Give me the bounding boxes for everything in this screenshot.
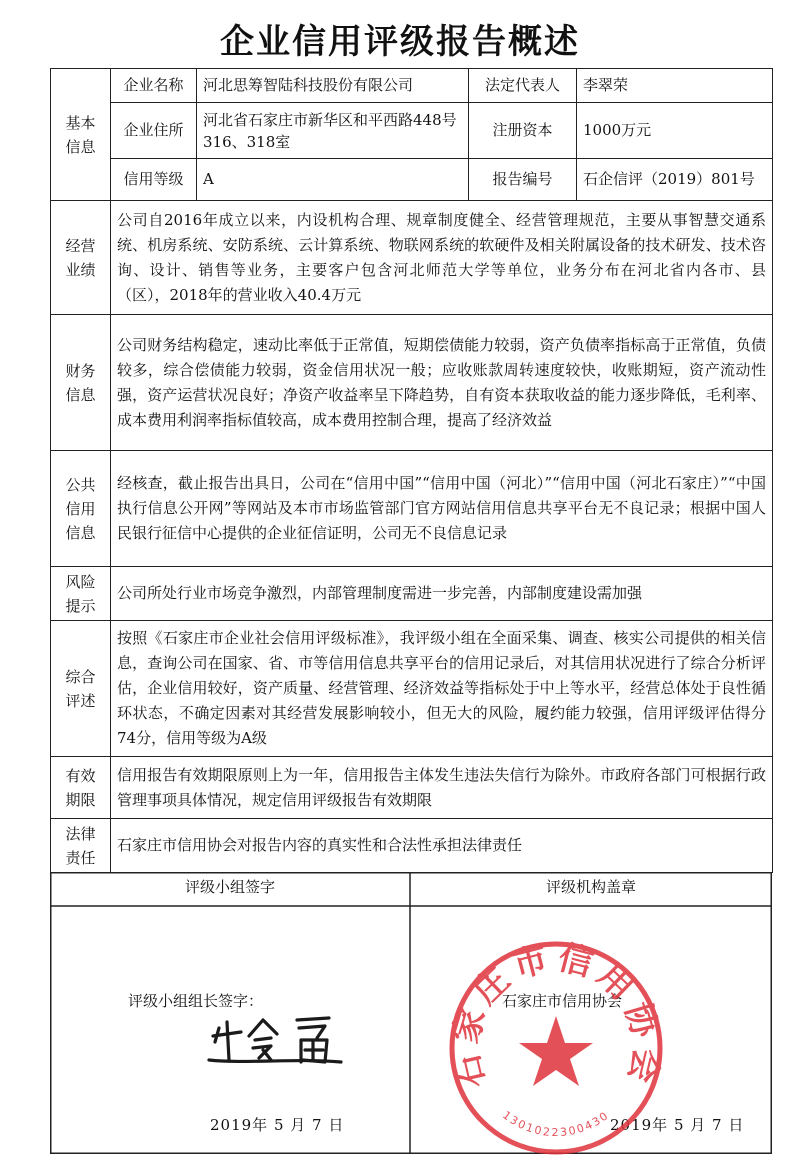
category-public-credit: 公共 信用 信息 — [51, 451, 111, 567]
grade-label: 信用等级 — [111, 159, 197, 201]
address-value: 河北省石家庄市新华区和平西路448号316、318室 — [197, 103, 469, 159]
row-finance — [51, 315, 773, 451]
svg-text:1301022300430: 1301022300430 — [500, 1108, 612, 1140]
org-name-label: 石家庄市信用协会 — [502, 992, 623, 1010]
row-risk — [51, 567, 773, 621]
operation-text: 公司自2016年成立以来，内设机构合理、规章制度健全、经营管理规范，主要从事智慧交通系统、机房系统、安防系统、云计算系统、物联网系统的软硬件及相关附属设备的技术研发、技术咨询、设计、销售等业务，主要客户包含河北师范大学等单位，业务分布在河北省内各市、县（区），2018年的营业收入40.4万元 — [111, 201, 773, 315]
company-name-value: 河北思筹智陆科技股份有限公司 — [197, 69, 469, 103]
handwritten-signature-image — [205, 1010, 345, 1068]
public-credit-text: 经核查，截止报告出具日，公司在“信用中国”“信用中国（河北）”“信用中国（河北石家庄）”“中国执行信息公开网”等网站及本市市场监管部门官方网站信用信息共享平台无不良记录；根据中国人民银行征信中心提供的企业征信证明，公司无不良信息记录 — [111, 451, 773, 567]
category-basic-info: 基本 信息 — [51, 69, 111, 201]
row-public-credit — [51, 451, 773, 567]
row-address — [51, 103, 773, 159]
page-title: 企业信用评级报告概述 — [220, 22, 580, 62]
category-overall: 综合 评述 — [51, 621, 111, 757]
row-legal — [51, 819, 773, 873]
svg-text:石家庄市信用协会: 石家庄市信用协会 — [445, 937, 667, 1093]
legal-text: 石家庄市信用协会对报告内容的真实性和合法性承担法律责任 — [111, 819, 773, 873]
company-name-label: 企业名称 — [111, 69, 197, 103]
validity-text: 信用报告有效期限原则上为一年，信用报告主体发生违法失信行为除外。市政府各部门可根据行政管理事项具体情况，规定信用评级报告有效期限 — [111, 757, 773, 819]
right-date: 2019年 5 月 7 日 — [610, 1116, 745, 1134]
leader-signature-label: 评级小组组长签字： — [128, 992, 264, 1010]
capital-value: 1000万元 — [577, 103, 773, 159]
rating-org-seal-header: 评级机构盖章 — [545, 878, 636, 896]
category-finance: 财务 信息 — [51, 315, 111, 451]
report-table — [50, 68, 773, 873]
row-operation — [51, 201, 773, 315]
category-operation: 经营 业绩 — [51, 201, 111, 315]
org-seal-stamp — [436, 928, 676, 1168]
report-no-label: 报告编号 — [469, 159, 577, 201]
category-risk: 风险 提示 — [51, 567, 111, 621]
left-date: 2019年 5 月 7 日 — [210, 1116, 345, 1134]
report-no-value: 石企信评（2019）801号 — [577, 159, 773, 201]
legal-rep-label: 法定代表人 — [469, 69, 577, 103]
row-grade — [51, 159, 773, 201]
row-overall — [51, 621, 773, 757]
category-validity: 有效 期限 — [51, 757, 111, 819]
legal-rep-value: 李翠荣 — [577, 69, 773, 103]
row-validity — [51, 757, 773, 819]
address-label: 企业住所 — [111, 103, 197, 159]
row-company-name — [51, 69, 773, 103]
category-legal: 法律 责任 — [51, 819, 111, 873]
capital-label: 注册资本 — [469, 103, 577, 159]
risk-text: 公司所处行业市场竞争激烈，内部管理制度需进一步完善，内部制度建设需加强 — [111, 567, 773, 621]
finance-text: 公司财务结构稳定，速动比率低于正常值，短期偿债能力较弱，资产负债率指标高于正常值，负债较多，综合偿债能力较弱，资金信用状况一般；应收账款周转速度较快，收账期短，资产流动性强，资产运营状况良好；净资产收益率呈下降趋势，自有资本获取收益的能力逐步降低，毛利率、成本费用利润率指标值较高，成本费用控制合理，提高了经济效益 — [111, 315, 773, 451]
overall-text: 按照《石家庄市企业社会信用评级标准》，我评级小组在全面采集、调查、核实公司提供的相关信息，查询公司在国家、省、市等信用信息共享平台的信用记录后，对其信用状况进行了综合分析评估，企业信用较好，资产质量、经营管理、经济效益等指标处于中上等水平，经营总体处于良性循环状态，不确定因素对其经营发展影响较小，但无大的风险，履约能力较强，信用评级评估得分74分，信用等级为A级 — [111, 621, 773, 757]
grade-value: A — [197, 159, 469, 201]
rating-group-signature-header: 评级小组签字 — [184, 878, 275, 896]
